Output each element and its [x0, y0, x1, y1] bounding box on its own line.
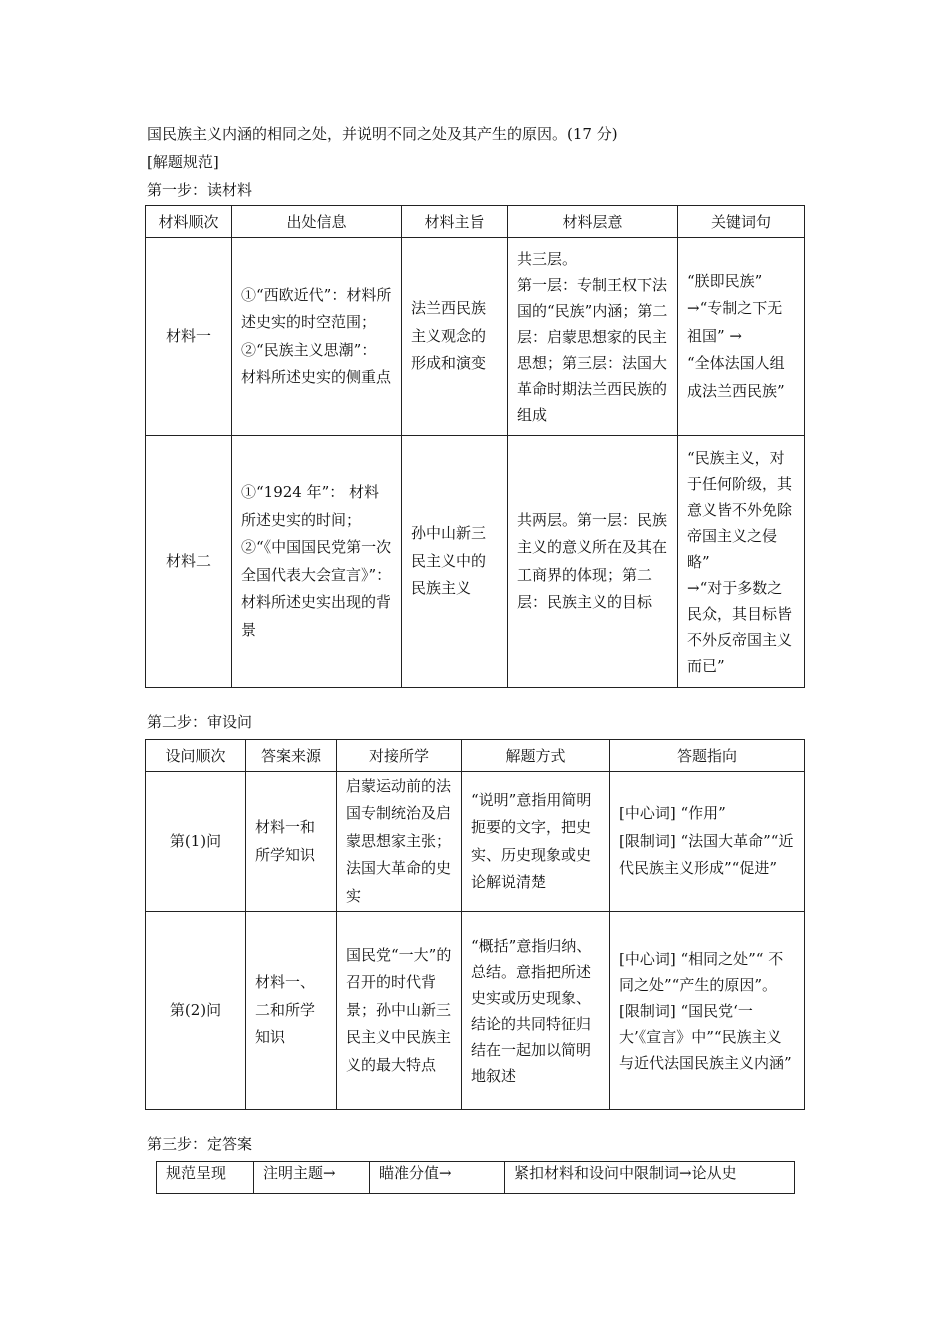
- header-cell: 材料顺次: [146, 206, 232, 238]
- header-cell: 出处信息: [232, 206, 402, 238]
- material-keywords: “朕即民族” →“专制之下无祖国” → “全体法国人组成法兰西民族”: [678, 238, 805, 436]
- header-cell: 解题方式: [462, 740, 610, 772]
- answer-source: 材料一和所学知识: [246, 772, 337, 912]
- step3-cell: 注明主题→: [254, 1162, 370, 1194]
- section-title: [解题规范]: [147, 153, 219, 171]
- step2-header-row: [146, 740, 805, 772]
- table-row: [146, 772, 805, 912]
- material-theme: 孙中山新三民主义中的民族主义: [402, 436, 508, 688]
- header-cell: 材料主旨: [402, 206, 508, 238]
- header-cell: 答案来源: [246, 740, 337, 772]
- step3-cell: 瞄准分值→: [370, 1162, 505, 1194]
- header-cell: 关键词句: [678, 206, 805, 238]
- step1-title: 第一步：读材料: [147, 181, 253, 199]
- material-keywords: “民族主义，对于任何阶级，其意义皆不外免除帝国主义之侵略” →“对于多数之民众，其目标皆不外反帝国主义而已”: [678, 436, 805, 688]
- material-order: 材料一: [146, 238, 232, 436]
- table-row: [146, 436, 805, 688]
- step3-table: [156, 1161, 795, 1194]
- intro-line: 国民族主义内涵的相同之处，并说明不同之处及其产生的原因。(17 分): [147, 125, 618, 143]
- step1-table: [145, 205, 805, 688]
- course-link: 启蒙运动前的法国专制统治及启蒙思想家主张；法国大革命的史实: [337, 772, 462, 912]
- header-cell: 设问顺次: [146, 740, 246, 772]
- header-cell: 对接所学: [337, 740, 462, 772]
- table-row: [157, 1162, 795, 1194]
- material-source: ①“西欧近代”：材料所述史实的时空范围；②“民族主义思潮”： 材料所述史实的侧重点: [232, 238, 402, 436]
- solve-method: “说明”意指用简明扼要的文字，把史实、历史现象或史论解说清楚: [462, 772, 610, 912]
- material-layers: 共三层。 第一层：专制王权下法国的“民族”内涵；第二层：启蒙思想家的民主思想；第三层：法国大革命时期法兰西民族的组成: [508, 238, 678, 436]
- answer-direction: [中心词] “作用” [限制词] “法国大革命”“近代民族主义形成”“促进”: [610, 772, 805, 912]
- solve-method: “概括”意指归纳、总结。意指把所述史实或历史现象、结论的共同特征归结在一起加以简明地叙述: [462, 912, 610, 1110]
- question-order: 第(2)问: [146, 912, 246, 1110]
- material-theme: 法兰西民族主义观念的形成和演变: [402, 238, 508, 436]
- table-row: [146, 238, 805, 436]
- step3-cell: 紧扣材料和设问中限制词→论从史: [505, 1162, 795, 1194]
- header-cell: 材料层意: [508, 206, 678, 238]
- step2-table: [145, 739, 805, 1110]
- step1-header-row: [146, 206, 805, 238]
- answer-source: 材料一、二和所学知识: [246, 912, 337, 1110]
- answer-direction: [中心词] “相同之处”“ 不同之处”“产生的原因”。 [限制词] “国民党‘一大’《宣言》中”“民族主义与近代法国民族主义内涵”: [610, 912, 805, 1110]
- step2-title: 第二步：审设问: [147, 713, 253, 731]
- header-cell: 答题指向: [610, 740, 805, 772]
- question-order: 第(1)问: [146, 772, 246, 912]
- material-source: ①“1924 年”： 材料所述史实的时间；②“《中国国民党第一次全国代表大会宣言》”：材料所述史实出现的背景: [232, 436, 402, 688]
- material-layers: 共两层。第一层：民族主义的意义所在及其在工商界的体现；第二层：民族主义的目标: [508, 436, 678, 688]
- step3-cell: 规范呈现: [157, 1162, 254, 1194]
- table-row: [146, 912, 805, 1110]
- step3-title: 第三步：定答案: [147, 1135, 253, 1153]
- material-order: 材料二: [146, 436, 232, 688]
- course-link: 国民党“一大”的召开的时代背景；孙中山新三民主义中民族主义的最大特点: [337, 912, 462, 1110]
